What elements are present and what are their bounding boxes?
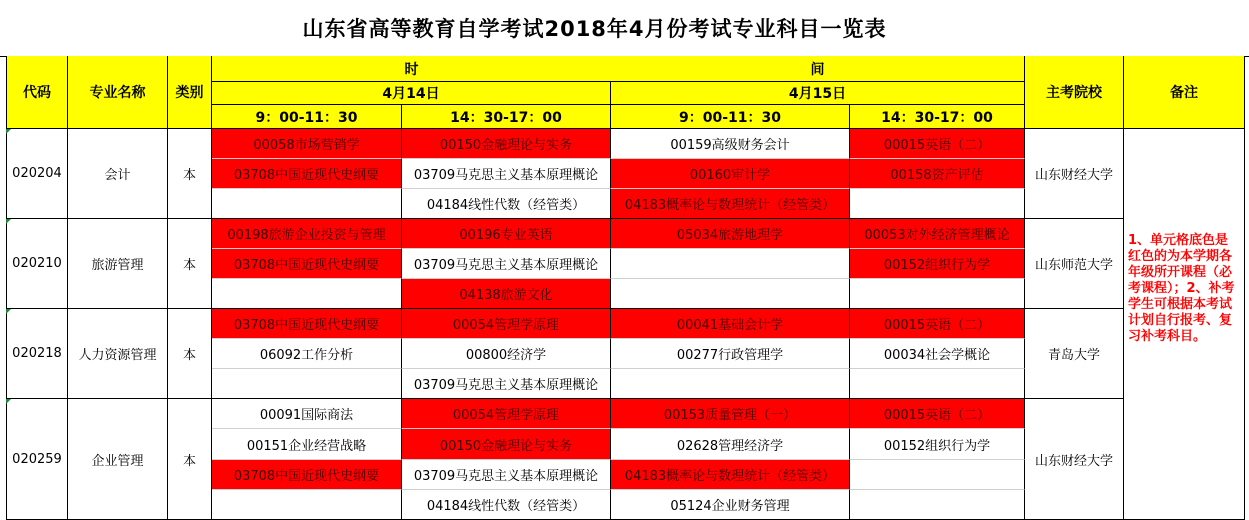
major-school[interactable]: 山东财经大学: [1025, 399, 1124, 520]
course-cell[interactable]: 04184线性代数（经管类）: [402, 189, 611, 219]
header-d1-pm[interactable]: 14：30-17：00: [402, 105, 611, 129]
course-cell[interactable]: 00054管理学原理: [402, 399, 611, 429]
header-school[interactable]: 主考院校: [1025, 56, 1124, 129]
course-cell[interactable]: 00159高级财务会计: [611, 129, 850, 159]
course-cell[interactable]: 00800经济学: [402, 339, 611, 369]
course-cell[interactable]: 00034社会学概论: [850, 339, 1025, 369]
course-cell[interactable]: 03709马克思主义基本原理概论: [402, 460, 611, 490]
header-remark[interactable]: 备注: [1124, 56, 1245, 129]
major-code[interactable]: 020218: [6, 309, 68, 399]
course-cell[interactable]: 00153质量管理（一）: [611, 399, 850, 429]
page-title: 山东省高等教育自学考试2018年4月份考试专业科目一览表: [302, 17, 887, 41]
course-cell[interactable]: [850, 490, 1025, 520]
course-cell[interactable]: 00196专业英语: [402, 219, 611, 249]
course-cell[interactable]: 00054管理学原理: [402, 309, 611, 339]
cell-comment-marker: [6, 309, 11, 314]
major-name[interactable]: 旅游管理: [68, 219, 168, 309]
course-cell[interactable]: 06092工作分析: [212, 339, 402, 369]
major-type[interactable]: 本: [168, 399, 212, 520]
course-cell[interactable]: 00150金融理论与实务: [402, 129, 611, 159]
course-cell[interactable]: 00160审计学: [611, 159, 850, 189]
major-school[interactable]: 山东师范大学: [1025, 219, 1124, 309]
header-d1-am[interactable]: 9：00-11：30: [212, 105, 402, 129]
course-cell[interactable]: 04184线性代数（经管类）: [402, 490, 611, 520]
major-code[interactable]: 020204: [6, 129, 68, 219]
course-cell[interactable]: 03709马克思主义基本原理概论: [402, 249, 611, 279]
course-cell[interactable]: 00015英语（二）: [850, 309, 1025, 339]
course-cell[interactable]: [850, 189, 1025, 219]
header-time-a[interactable]: 时: [212, 56, 611, 82]
course-cell[interactable]: 00198旅游企业投资与管理: [212, 219, 402, 249]
course-cell[interactable]: 00015英语（二）: [850, 399, 1025, 429]
major-name[interactable]: 企业管理: [68, 399, 168, 520]
course-cell[interactable]: 00151企业经营战略: [212, 429, 402, 460]
course-cell[interactable]: [850, 279, 1025, 309]
cell-comment-marker: [6, 399, 11, 404]
major-name[interactable]: 人力资源管理: [68, 309, 168, 399]
course-cell[interactable]: 00091国际商法: [212, 399, 402, 429]
course-cell[interactable]: 03709马克思主义基本原理概论: [402, 369, 611, 399]
course-cell[interactable]: 04183概率论与数理统计（经管类）: [611, 189, 850, 219]
course-cell[interactable]: [850, 460, 1025, 490]
major-type[interactable]: 本: [168, 129, 212, 219]
course-cell[interactable]: [611, 369, 850, 399]
course-cell[interactable]: 05124企业财务管理: [611, 490, 850, 520]
course-cell[interactable]: [850, 369, 1025, 399]
major-type[interactable]: 本: [168, 219, 212, 309]
course-cell[interactable]: 00058市场营销学: [212, 129, 402, 159]
major-school[interactable]: 山东财经大学: [1025, 129, 1124, 219]
course-cell[interactable]: 04183概率论与数理统计（经管类）: [611, 460, 850, 490]
course-cell[interactable]: 03708中国近现代史纲要: [212, 460, 402, 490]
remark-cell[interactable]: [1124, 129, 1245, 520]
course-cell[interactable]: 00152组织行为学: [850, 249, 1025, 279]
header-code[interactable]: 代码: [6, 56, 68, 129]
major-code[interactable]: 020259: [6, 399, 68, 520]
course-cell[interactable]: [212, 490, 402, 520]
course-cell[interactable]: 05034旅游地理学: [611, 219, 850, 249]
course-cell[interactable]: [611, 279, 850, 309]
course-cell[interactable]: 02628管理经济学: [611, 429, 850, 460]
major-type[interactable]: 本: [168, 309, 212, 399]
course-cell[interactable]: 00053对外经济管理概论: [850, 219, 1025, 249]
header-d2-pm[interactable]: 14：30-17：00: [850, 105, 1025, 129]
course-cell[interactable]: [212, 279, 402, 309]
course-cell[interactable]: 04138旅游文化: [402, 279, 611, 309]
header-day2[interactable]: 4月15日: [611, 82, 1025, 105]
course-cell[interactable]: 00152组织行为学: [850, 429, 1025, 460]
course-cell[interactable]: 03708中国近现代史纲要: [212, 309, 402, 339]
header-day1[interactable]: 4月14日: [212, 82, 611, 105]
major-name[interactable]: 会计: [68, 129, 168, 219]
course-cell[interactable]: 00150金融理论与实务: [402, 429, 611, 460]
course-cell[interactable]: 00158资产评估: [850, 159, 1025, 189]
course-cell[interactable]: 03709马克思主义基本原理概论: [402, 159, 611, 189]
major-code[interactable]: 020210: [6, 219, 68, 309]
header-major[interactable]: 专业名称: [68, 56, 168, 129]
header-d2-am[interactable]: 9：00-11：30: [611, 105, 850, 129]
course-cell[interactable]: 00015英语（二）: [850, 129, 1025, 159]
header-type[interactable]: 类别: [168, 56, 212, 129]
course-cell[interactable]: [212, 189, 402, 219]
course-cell[interactable]: 03708中国近现代史纲要: [212, 159, 402, 189]
header-time-b[interactable]: 间: [611, 56, 1025, 82]
course-cell[interactable]: 00277行政管理学: [611, 339, 850, 369]
title-row: [0, 0, 1249, 57]
remark-text: 1、单元格底色是红色的为本学期各年级所开课程（必考课程）；2、补考学生可根据本考试计划自行报考、复习补考科目。: [1128, 233, 1235, 344]
cell-comment-marker: [6, 129, 11, 134]
course-cell[interactable]: 03708中国近现代史纲要: [212, 249, 402, 279]
course-cell[interactable]: [212, 369, 402, 399]
cell-comment-marker: [6, 219, 11, 224]
course-cell[interactable]: [611, 249, 850, 279]
major-school[interactable]: 青岛大学: [1025, 309, 1124, 399]
course-cell[interactable]: 00041基础会计学: [611, 309, 850, 339]
